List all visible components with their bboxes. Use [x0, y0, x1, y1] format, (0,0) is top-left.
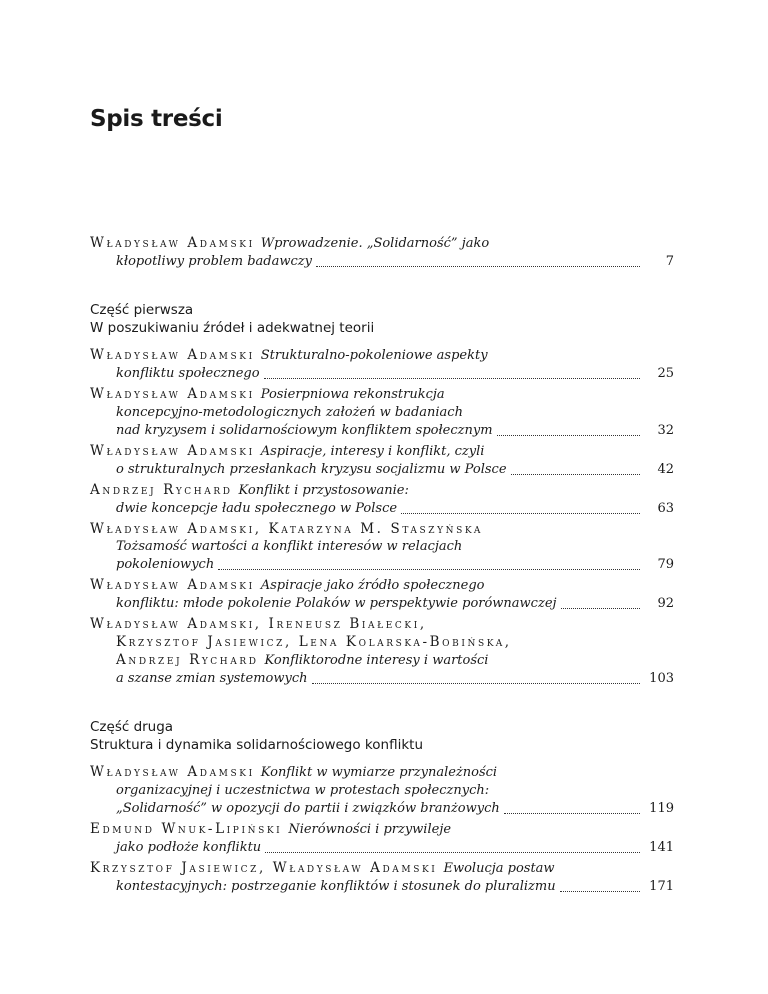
entry-author: Krzysztof Jasiewicz, Lena Kolarska-Bobińska, — [116, 634, 512, 650]
entry-page-number: 42 — [657, 462, 674, 477]
entry-line — [90, 839, 674, 857]
entry-line — [90, 538, 674, 556]
entry-title: dwie koncepcje ładu społecznego w Polsce — [116, 501, 398, 516]
entry-page-number: 92 — [657, 596, 674, 611]
entry-author: Andrzej Rychard — [90, 482, 233, 498]
entry-line — [90, 763, 674, 782]
toc-entry[interactable] — [90, 481, 674, 518]
dot-leader — [560, 891, 640, 892]
entry-line — [90, 385, 674, 404]
section-heading — [90, 301, 674, 337]
toc-entry[interactable] — [90, 346, 674, 383]
toc-entry[interactable] — [90, 385, 674, 440]
entry-title: a szanse zmian systemowych — [116, 671, 308, 686]
entry-title: Posierpniowa rekonstrukcja — [260, 387, 445, 402]
entry-page-number: 103 — [649, 671, 674, 686]
dot-leader — [504, 813, 640, 814]
entry-line — [90, 500, 674, 518]
section-title: W poszukiwaniu źródeł i adekwatnej teorii — [90, 320, 375, 336]
entry-author: Władysław Adamski, Katarzyna M. Staszyńska — [90, 521, 483, 537]
section-title: Struktura i dynamika solidarnościowego konfliktu — [90, 737, 423, 753]
entry-title: Aspiracje jako źródło społecznego — [260, 578, 485, 593]
toc-entry-intro[interactable] — [90, 234, 674, 271]
entry-line — [90, 481, 674, 500]
toc-entry[interactable] — [90, 615, 674, 688]
entry-author: Władysław Adamski — [90, 347, 255, 363]
toc-entry[interactable] — [90, 763, 674, 818]
toc-entry[interactable] — [90, 442, 674, 479]
entry-author: Władysław Adamski, Ireneusz Białecki, — [90, 616, 427, 632]
entry-title: kłopotliwy problem badawczy — [116, 254, 312, 269]
dot-leader — [316, 266, 640, 267]
entry-line — [90, 234, 674, 253]
dot-leader — [265, 852, 640, 853]
dot-leader — [497, 435, 640, 436]
dot-leader — [264, 378, 640, 379]
section-label: Część pierwsza — [90, 302, 194, 318]
entry-author: Edmund Wnuk-Lipiński — [90, 821, 283, 837]
entry-author: Władysław Adamski — [90, 235, 255, 251]
entry-title: koncepcyjno-metodologicznych założeń w badaniach — [116, 405, 463, 420]
entry-line — [90, 576, 674, 595]
entry-page-number: 63 — [657, 501, 674, 516]
entry-page-number: 141 — [649, 840, 674, 855]
entry-line — [90, 520, 674, 538]
entry-line — [90, 346, 674, 365]
entry-page-number: 25 — [657, 366, 674, 381]
entry-line — [90, 253, 674, 271]
entry-author: Krzysztof Jasiewicz, Władysław Adamski — [90, 860, 438, 876]
entry-title: o strukturalnych przesłankach kryzysu socjalizmu w Polsce — [116, 462, 507, 477]
entry-line — [90, 859, 674, 878]
entry-author: Władysław Adamski — [90, 577, 255, 593]
entry-line — [90, 442, 674, 461]
table-of-contents — [90, 234, 674, 898]
entry-author: Władysław Adamski — [90, 443, 255, 459]
entry-line — [90, 633, 674, 651]
entry-line — [90, 556, 674, 574]
toc-entry[interactable] — [90, 859, 674, 896]
entry-line — [90, 820, 674, 839]
entry-title: Ewolucja postaw — [443, 861, 555, 876]
section-label: Część druga — [90, 719, 174, 735]
entry-title: jako podłoże konfliktu — [116, 840, 262, 855]
entry-title: „Solidarność” w opozycji do partii i związków branżowych — [116, 801, 500, 816]
dot-leader — [401, 513, 640, 514]
dot-leader — [312, 683, 641, 684]
toc-entry[interactable] — [90, 576, 674, 613]
dot-leader — [561, 608, 640, 609]
entry-author: Władysław Adamski — [90, 386, 255, 402]
entry-line — [90, 878, 674, 896]
entry-title: Konflikt w wymiarze przynależności — [260, 765, 498, 780]
entry-line — [90, 404, 674, 422]
entry-line — [90, 422, 674, 440]
entry-line — [90, 670, 674, 688]
entry-page-number: 7 — [665, 254, 674, 269]
entry-page-number: 32 — [657, 423, 674, 438]
entry-title: pokoleniowych — [116, 557, 215, 572]
entry-page-number: 119 — [649, 801, 674, 816]
entry-line — [90, 365, 674, 383]
entry-line — [90, 461, 674, 479]
entry-author: Andrzej Rychard — [116, 652, 259, 668]
entry-title: Konflikt i przystosowanie: — [238, 483, 409, 498]
entry-line — [90, 615, 674, 633]
entry-title: kontestacyjnych: postrzeganie konfliktów i stosunek do pluralizmu — [116, 879, 556, 894]
entry-page-number: 171 — [649, 879, 674, 894]
entry-line — [90, 800, 674, 818]
entry-author: Władysław Adamski — [90, 764, 255, 780]
entry-line — [90, 782, 674, 800]
section-heading — [90, 718, 674, 754]
dot-leader — [218, 569, 640, 570]
entry-title: konfliktu: młode pokolenie Polaków w perspektywie porównawczej — [116, 596, 557, 611]
entry-title: Aspiracje, interesy i konflikt, czyli — [260, 444, 485, 459]
entry-title: Strukturalno-pokoleniowe aspekty — [260, 348, 488, 363]
entry-title: Tożsamość wartości a konflikt interesów w relacjach — [116, 539, 463, 554]
entry-title: Nierówności i przywileje — [288, 822, 452, 837]
entry-title: Konfliktorodne interesy i wartości — [264, 653, 489, 668]
entry-line — [90, 651, 674, 670]
dot-leader — [511, 474, 640, 475]
entry-title: Wprowadzenie. „Solidarność” jako — [260, 236, 490, 251]
entry-title: organizacyjnej i uczestnictwa w protestach społecznych: — [116, 783, 490, 798]
toc-entry[interactable] — [90, 820, 674, 857]
page-title: Spis treści — [90, 106, 223, 132]
entry-line — [90, 595, 674, 613]
toc-entry[interactable] — [90, 520, 674, 574]
entry-title: nad kryzysem i solidarnościowym konfliktem społecznym — [116, 423, 493, 438]
entry-title: konfliktu społecznego — [116, 366, 260, 381]
toc-sections — [90, 301, 674, 896]
entry-page-number: 79 — [657, 557, 674, 572]
